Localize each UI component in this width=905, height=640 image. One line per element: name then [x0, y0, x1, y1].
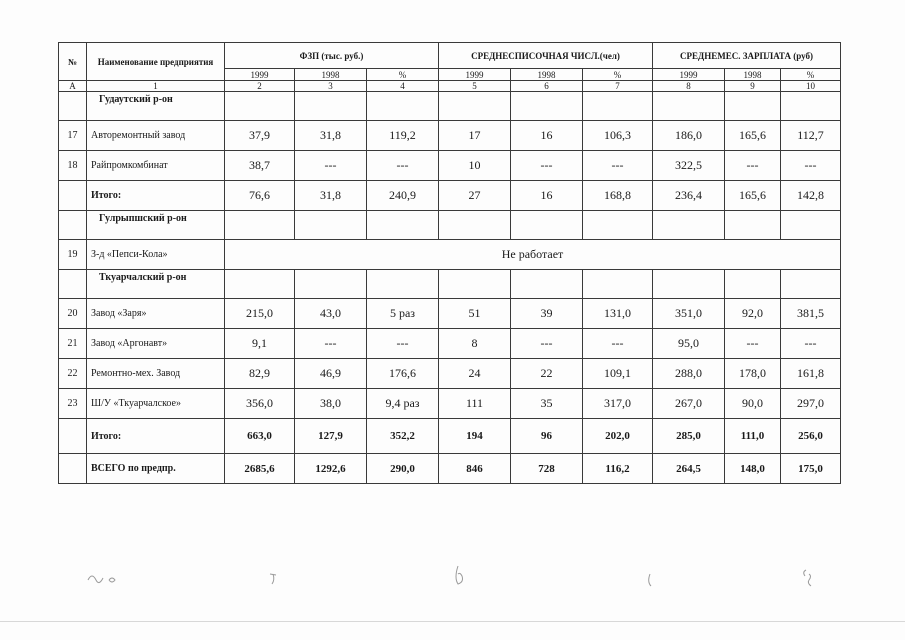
grand-total-row [59, 454, 841, 484]
subheader-cell: 1999 [225, 69, 295, 81]
value-cell: 46,9 [295, 359, 367, 389]
value-cell: 202,0 [583, 419, 653, 454]
value-cell: 846 [439, 454, 511, 484]
subheader-cell: % [781, 69, 841, 81]
value-cell: --- [781, 329, 841, 359]
value-cell: 112,7 [781, 121, 841, 151]
value-cell: 288,0 [653, 359, 725, 389]
row-number: 22 [59, 359, 87, 389]
value-cell: 165,6 [725, 121, 781, 151]
value-cell: 37,9 [225, 121, 295, 151]
value-cell: 148,0 [725, 454, 781, 484]
value-cell: 39 [511, 299, 583, 329]
grand-total-label: ВСЕГО по предпр. [87, 454, 225, 484]
value-cell: --- [295, 151, 367, 181]
value-cell: 175,0 [781, 454, 841, 484]
value-cell: 168,8 [583, 181, 653, 211]
subheader-cell: 1999 [653, 69, 725, 81]
table-row [59, 329, 841, 359]
value-cell: 8 [439, 329, 511, 359]
header-count: СРЕДНЕСПИСОЧНАЯ ЧИСЛ.(чел) [439, 43, 653, 69]
value-cell: --- [583, 329, 653, 359]
subheader-cell: 1999 [439, 69, 511, 81]
index-cell: 5 [439, 81, 511, 92]
table-row [59, 389, 841, 419]
value-cell: 116,2 [583, 454, 653, 484]
enterprise-name: Ремонтно-мех. Завод [87, 359, 225, 389]
value-cell: 131,0 [583, 299, 653, 329]
subheader-cell: % [583, 69, 653, 81]
header-fzp: ФЗП (тыс. руб.) [225, 43, 439, 69]
value-cell: 96 [511, 419, 583, 454]
value-cell: 127,9 [295, 419, 367, 454]
value-cell: --- [367, 329, 439, 359]
value-cell: 90,0 [725, 389, 781, 419]
pen-mark [88, 576, 115, 583]
value-cell: --- [725, 151, 781, 181]
value-cell: 2685,6 [225, 454, 295, 484]
value-cell: --- [511, 329, 583, 359]
index-cell: 7 [583, 81, 653, 92]
row-number: 18 [59, 151, 87, 181]
value-cell: 285,0 [653, 419, 725, 454]
district-name: Гудаутский р-он [87, 92, 225, 121]
value-cell: 10 [439, 151, 511, 181]
value-cell: 51 [439, 299, 511, 329]
value-cell: 9,4 раз [367, 389, 439, 419]
table-row [59, 240, 841, 270]
enterprise-name: Завод «Аргонавт» [87, 329, 225, 359]
subtotal-label: Итого: [87, 419, 225, 454]
district-name: Ткуарчалский р-он [87, 270, 225, 299]
subtotal-row [59, 419, 841, 454]
row-number: 17 [59, 121, 87, 151]
value-cell: 16 [511, 181, 583, 211]
value-cell: --- [511, 151, 583, 181]
row-number [59, 419, 87, 454]
value-cell: 38,7 [225, 151, 295, 181]
header-no: № [59, 43, 87, 81]
value-cell: --- [367, 151, 439, 181]
value-cell: 351,0 [653, 299, 725, 329]
value-cell: 24 [439, 359, 511, 389]
table-row [59, 121, 841, 151]
value-cell: 186,0 [653, 121, 725, 151]
value-cell: 95,0 [653, 329, 725, 359]
row-number: 23 [59, 389, 87, 419]
value-cell: 38,0 [295, 389, 367, 419]
row-number: 19 [59, 240, 87, 270]
district-name: Гулрыпшский р-он [87, 211, 225, 240]
pen-mark [804, 570, 811, 586]
enterprise-name: Завод «Заря» [87, 299, 225, 329]
table-row [59, 359, 841, 389]
value-cell: 215,0 [225, 299, 295, 329]
value-cell: 381,5 [781, 299, 841, 329]
table-row [59, 299, 841, 329]
value-cell: 178,0 [725, 359, 781, 389]
value-cell: 111,0 [725, 419, 781, 454]
value-cell: 9,1 [225, 329, 295, 359]
enterprise-name: З-д «Пепси-Кола» [87, 240, 225, 270]
index-cell: 9 [725, 81, 781, 92]
value-cell: --- [583, 151, 653, 181]
index-cell: 3 [295, 81, 367, 92]
value-cell: 31,8 [295, 181, 367, 211]
value-cell: 22 [511, 359, 583, 389]
value-cell: 356,0 [225, 389, 295, 419]
value-cell: 165,6 [725, 181, 781, 211]
district-row [59, 270, 841, 299]
value-cell: 119,2 [367, 121, 439, 151]
value-cell: --- [725, 329, 781, 359]
value-cell: --- [781, 151, 841, 181]
row-number: 20 [59, 299, 87, 329]
subheader-cell: % [367, 69, 439, 81]
value-cell: 256,0 [781, 419, 841, 454]
row-number: 21 [59, 329, 87, 359]
index-cell: 10 [781, 81, 841, 92]
value-cell: 161,8 [781, 359, 841, 389]
district-row [59, 92, 841, 121]
pen-mark [270, 574, 276, 584]
value-cell: 142,8 [781, 181, 841, 211]
table-row [59, 151, 841, 181]
value-cell: 322,5 [653, 151, 725, 181]
enterprise-name: Ш/У «Ткуарчалское» [87, 389, 225, 419]
index-cell: 1 [87, 81, 225, 92]
header-name: Наименование предприятия [87, 43, 225, 81]
district-row [59, 211, 841, 240]
value-cell: 728 [511, 454, 583, 484]
value-cell: 267,0 [653, 389, 725, 419]
value-cell: 240,9 [367, 181, 439, 211]
enterprise-name: Райпромкомбинат [87, 151, 225, 181]
header-salary: СРЕДНЕМЕС. ЗАРПЛАТА (руб) [653, 43, 841, 69]
row-number [59, 181, 87, 211]
value-cell: 109,1 [583, 359, 653, 389]
value-cell: 17 [439, 121, 511, 151]
value-cell: 16 [511, 121, 583, 151]
value-cell: 176,6 [367, 359, 439, 389]
value-cell: 663,0 [225, 419, 295, 454]
not-working-note: Не работает [225, 240, 841, 270]
value-cell: 31,8 [295, 121, 367, 151]
value-cell: 236,4 [653, 181, 725, 211]
value-cell: --- [295, 329, 367, 359]
index-cell: 2 [225, 81, 295, 92]
value-cell: 352,2 [367, 419, 439, 454]
value-cell: 27 [439, 181, 511, 211]
subheader-cell: 1998 [511, 69, 583, 81]
page-edge-line [0, 621, 905, 622]
index-cell: А [59, 81, 87, 92]
value-cell: 290,0 [367, 454, 439, 484]
value-cell: 264,5 [653, 454, 725, 484]
value-cell: 76,6 [225, 181, 295, 211]
pen-mark [649, 574, 651, 586]
report-table [58, 42, 841, 484]
index-cell: 4 [367, 81, 439, 92]
value-cell: 111 [439, 389, 511, 419]
subtotal-row [59, 181, 841, 211]
value-cell: 317,0 [583, 389, 653, 419]
value-cell: 106,3 [583, 121, 653, 151]
index-cell: 6 [511, 81, 583, 92]
value-cell: 43,0 [295, 299, 367, 329]
value-cell: 82,9 [225, 359, 295, 389]
subheader-cell: 1998 [725, 69, 781, 81]
subtotal-label: Итого: [87, 181, 225, 211]
pen-mark [456, 566, 463, 584]
value-cell: 5 раз [367, 299, 439, 329]
value-cell: 35 [511, 389, 583, 419]
enterprise-name: Авторемонтный завод [87, 121, 225, 151]
handwritten-marks [80, 560, 840, 600]
value-cell: 194 [439, 419, 511, 454]
subheader-cell: 1998 [295, 69, 367, 81]
value-cell: 92,0 [725, 299, 781, 329]
index-cell: 8 [653, 81, 725, 92]
value-cell: 1292,6 [295, 454, 367, 484]
value-cell: 297,0 [781, 389, 841, 419]
